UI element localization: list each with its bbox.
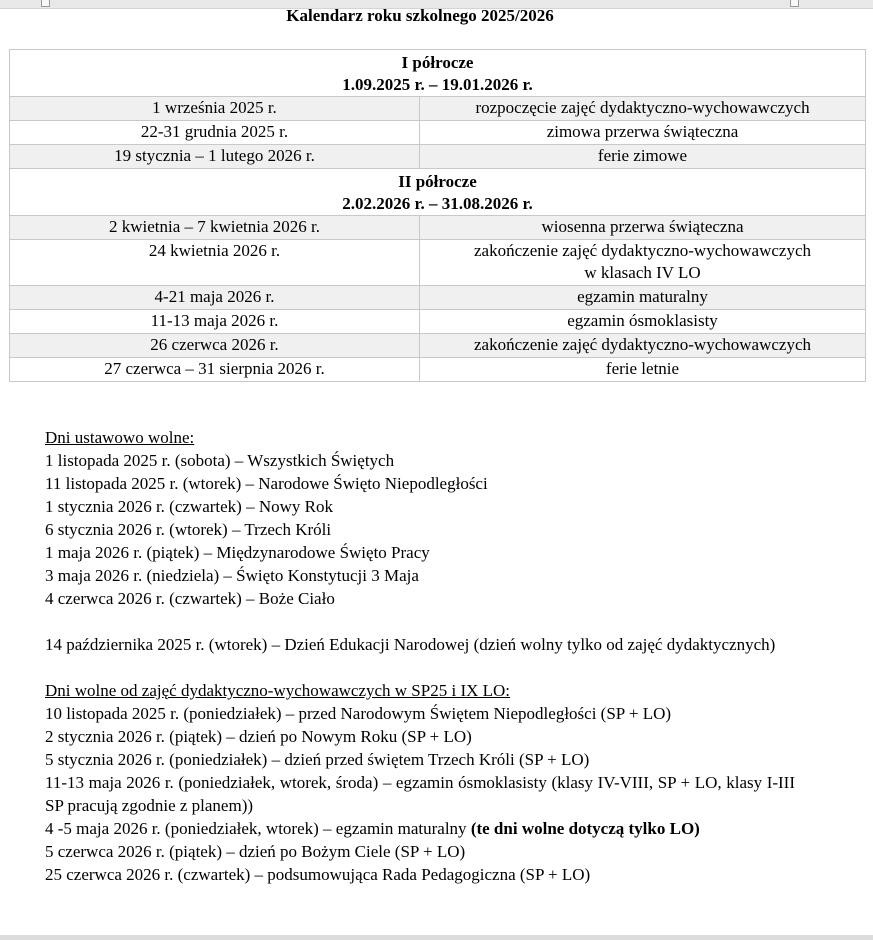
event-cell: egzamin maturalny xyxy=(420,286,866,310)
date-cell: 19 stycznia – 1 lutego 2026 r. xyxy=(10,145,420,169)
date-cell: 27 czerwca – 31 sierpnia 2026 r. xyxy=(10,358,420,382)
spacer xyxy=(45,656,795,679)
event-cell: zimowa przerwa świąteczna xyxy=(420,121,866,145)
date-cell: 26 czerwca 2026 r. xyxy=(10,334,420,358)
list-item: 6 stycznia 2026 r. (wtorek) – Trzech Króli xyxy=(45,520,332,539)
semester-header-row xyxy=(10,169,866,216)
date-cell: 1 września 2025 r. xyxy=(10,97,420,121)
semester-header-row xyxy=(10,50,866,97)
event-cell: ferie letnie xyxy=(420,358,866,382)
semester-range: 1.09.2025 r. – 19.01.2026 r. xyxy=(342,75,533,94)
event-line: w klasach IV LO xyxy=(584,263,701,282)
page-bottom-edge xyxy=(0,935,873,940)
free-days-heading: Dni wolne od zajęć dydaktyczno-wychowawczych w SP25 i IX LO: xyxy=(45,681,511,700)
matura-note: 4 -5 maja 2026 r. (poniedziałek, wtorek) – egzamin maturalny xyxy=(45,819,467,838)
list-item: 2 stycznia 2026 r. (piątek) – dzień po Nowym Roku (SP + LO) xyxy=(45,727,472,746)
matura-bold-note: (te dni wolne dotyczą tylko LO) xyxy=(470,819,700,838)
semester-range: 2.02.2026 r. – 31.08.2026 r. xyxy=(342,194,533,213)
table-row xyxy=(10,121,866,145)
event-cell: zakończenie zajęć dydaktyczno-wychowawczych xyxy=(420,334,866,358)
calendar-table xyxy=(9,49,866,382)
list-item: 1 listopada 2025 r. (sobota) – Wszystkich Świętych xyxy=(45,451,395,470)
list-item: 1 maja 2026 r. (piątek) – Międzynarodowe Święto Pracy xyxy=(45,543,430,562)
event-cell: egzamin ósmoklasisty xyxy=(420,310,866,334)
event-cell: wiosenna przerwa świąteczna xyxy=(420,216,866,240)
education-day-note: 14 października 2025 r. (wtorek) – Dzień Edukacji Narodowej (dzień wolny tylko od zajęć dydaktycznych) xyxy=(45,635,776,654)
table-row xyxy=(10,216,866,240)
document-title: Kalendarz roku szkolnego 2025/2026 xyxy=(286,6,554,25)
event-cell xyxy=(420,240,866,286)
notes-section xyxy=(45,426,795,886)
list-item: 10 listopada 2025 r. (poniedziałek) – przed Narodowym Świętem Niepodległości (SP + LO) xyxy=(45,704,672,723)
event-line: zakończenie zajęć dydaktyczno-wychowawczych xyxy=(474,241,811,260)
list-item: 3 maja 2026 r. (niedziela) – Święto Konstytucji 3 Maja xyxy=(45,566,419,585)
semester-header-cell xyxy=(10,169,866,216)
date-cell: 2 kwietnia – 7 kwietnia 2026 r. xyxy=(10,216,420,240)
table-row xyxy=(10,286,866,310)
list-item: 11-13 maja 2026 r. (poniedziałek, wtorek, środa) – egzamin ósmoklasisty (klasy IV-VIII, SP + LO, klasy I-III SP pracują zgodnie z planem)) xyxy=(45,773,795,815)
statutory-holidays-heading: Dni ustawowo wolne: xyxy=(45,428,195,447)
table-row xyxy=(10,358,866,382)
table-row xyxy=(10,334,866,358)
list-item: 25 czerwca 2026 r. (czwartek) – podsumowująca Rada Pedagogiczna (SP + LO) xyxy=(45,865,591,884)
date-cell: 4-21 maja 2026 r. xyxy=(10,286,420,310)
table-row xyxy=(10,97,866,121)
semester-name: II półrocze xyxy=(398,172,477,191)
table-row xyxy=(10,240,866,286)
date-cell: 22-31 grudnia 2025 r. xyxy=(10,121,420,145)
list-item: 5 czerwca 2026 r. (piątek) – dzień po Bożym Ciele (SP + LO) xyxy=(45,842,466,861)
semester-name: I półrocze xyxy=(401,53,474,72)
list-item: 4 czerwca 2026 r. (czwartek) – Boże Ciało xyxy=(45,589,335,608)
list-item: 5 stycznia 2026 r. (poniedziałek) – dzień przed świętem Trzech Króli (SP + LO) xyxy=(45,750,590,769)
event-cell: rozpoczęcie zajęć dydaktyczno-wychowawczych xyxy=(420,97,866,121)
list-item: 1 stycznia 2026 r. (czwartek) – Nowy Rok xyxy=(45,497,333,516)
spacer xyxy=(45,610,795,633)
table-row xyxy=(10,145,866,169)
date-cell: 24 kwietnia 2026 r. xyxy=(10,240,420,286)
list-item xyxy=(45,817,795,840)
date-cell: 11-13 maja 2026 r. xyxy=(10,310,420,334)
semester-header-cell xyxy=(10,50,866,97)
table-row xyxy=(10,310,866,334)
event-cell: ferie zimowe xyxy=(420,145,866,169)
list-item: 11 listopada 2025 r. (wtorek) – Narodowe Święto Niepodległości xyxy=(45,474,488,493)
